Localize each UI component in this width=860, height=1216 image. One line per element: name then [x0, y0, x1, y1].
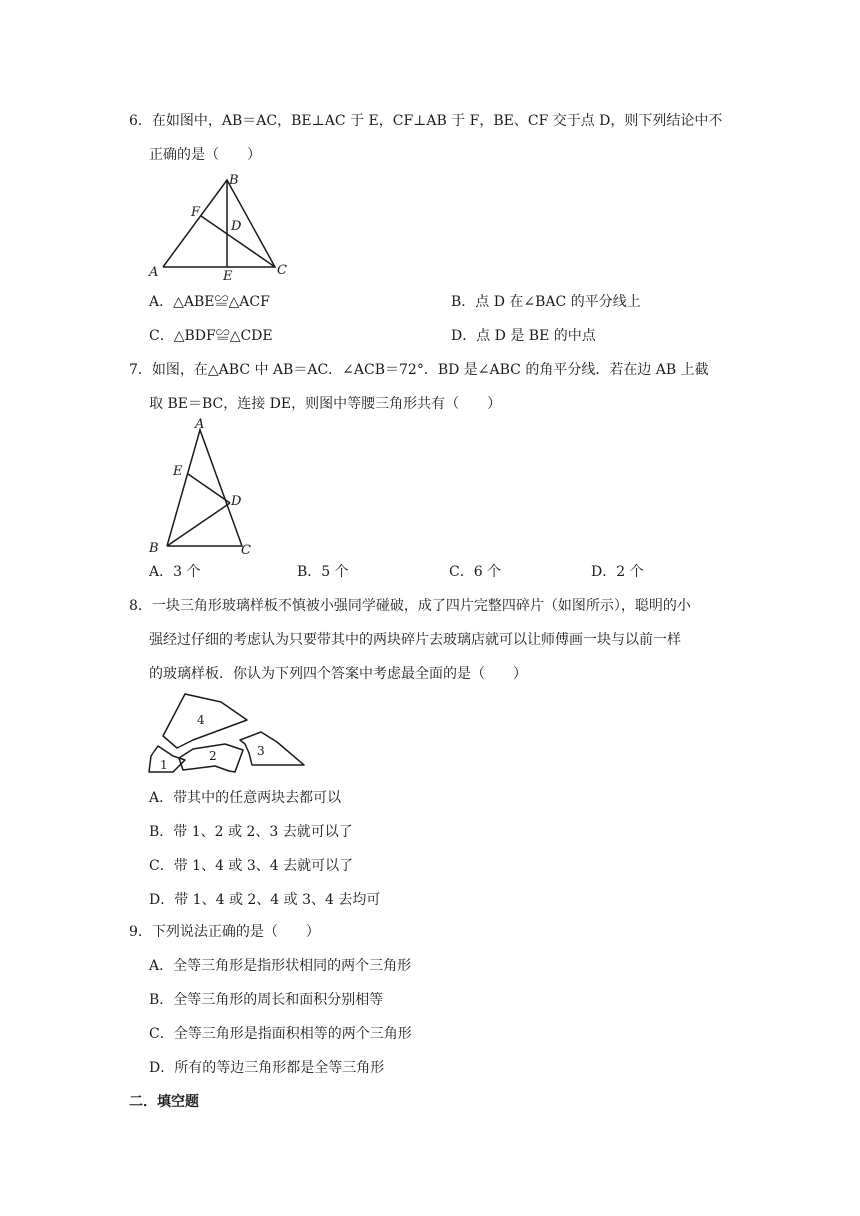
q6-stem-line1: 6．在如图中，AB＝AC，BE⊥AC 于 E，CF⊥AB 于 F，BE、CF 交于点 D，则下列结论中不: [129, 113, 723, 129]
q7-label-c: C: [241, 543, 251, 558]
q7-triangle-outline: [167, 430, 242, 546]
q8-label-3: 3: [257, 744, 265, 758]
q8-option-d: D．带 1、4 或 2、4 或 3、4 去均可: [149, 892, 381, 908]
q8-label-4: 4: [197, 713, 205, 727]
q7-label-a: A: [195, 417, 205, 432]
q6-label-d: D: [231, 219, 242, 234]
q6-label-c: C: [277, 263, 287, 278]
q7-label-e: E: [173, 464, 183, 479]
q7-segment-de: [188, 474, 230, 503]
q8-stem-line1: 8．一块三角形玻璃样板不慎被小强同学碰破，成了四片完整四碎片（如图所示），聪明的小: [129, 598, 691, 614]
q6-option-c: C．△BDF≌△CDE: [149, 328, 273, 344]
q7-option-c: C．6 个: [449, 564, 502, 580]
q8-piece-4: [163, 694, 247, 748]
q8-option-b: B．带 1、2 或 2、3 去就可以了: [149, 824, 353, 840]
q8-label-2: 2: [209, 749, 217, 763]
q8-piece-3: [240, 732, 304, 765]
q6-label-f: F: [191, 205, 201, 220]
q7-stem-line2: 取 BE＝BC，连接 DE，则图中等腰三角形共有（ ）: [149, 396, 502, 412]
q8-stem-line2: 强经过仔细的考虑认为只要带其中的两块碎片去玻璃店就可以让师傅画一块与以前一样: [149, 632, 681, 648]
q7-option-a: A．3 个: [149, 564, 201, 580]
q9-option-b: B．全等三角形的周长和面积分别相等: [149, 992, 384, 1008]
q9-option-a: A．全等三角形是指形状相同的两个三角形: [149, 958, 412, 974]
q6-label-b: B: [229, 173, 239, 188]
q7-option-d: D．2 个: [591, 564, 644, 580]
q6-triangle-outline: [163, 180, 275, 267]
q7-label-b: B: [149, 541, 159, 556]
q8-option-a: A．带其中的任意两块去都可以: [149, 790, 342, 806]
q7-label-d: D: [231, 494, 242, 509]
q6-stem-line2: 正确的是（ ）: [149, 147, 261, 163]
q8-stem-line3: 的玻璃样板．你认为下列四个答案中考虑最全面的是（ ）: [149, 666, 527, 682]
q9-option-d: D．所有的等边三角形都是全等三角形: [149, 1060, 385, 1076]
q6-figure: [145, 172, 295, 282]
q6-option-a: A．△ABE≌△ACF: [149, 294, 270, 310]
q6-label-a: A: [149, 265, 159, 280]
q9-option-c: C．全等三角形是指面积相等的两个三角形: [149, 1026, 412, 1042]
q8-label-1: 1: [160, 758, 168, 772]
q6-label-e: E: [223, 269, 233, 284]
q7-option-b: B．5 个: [297, 564, 349, 580]
q7-figure: [145, 418, 265, 558]
q6-option-d: D．点 D 是 BE 的中点: [451, 328, 596, 344]
q7-segment-bd: [167, 503, 230, 546]
q8-option-c: C．带 1、4 或 3、4 去就可以了: [149, 858, 354, 874]
q6-option-b: B．点 D 在∠BAC 的平分线上: [451, 294, 641, 310]
q9-stem: 9．下列说法正确的是（ ）: [129, 924, 320, 940]
section-title-fill-in: 二．填空题: [129, 1094, 199, 1110]
q8-figure: [145, 692, 305, 772]
q7-stem-line1: 7．如图，在△ABC 中 AB＝AC．∠ACB＝72°．BD 是∠ABC 的角平分线．若在边 AB 上截: [129, 362, 709, 378]
